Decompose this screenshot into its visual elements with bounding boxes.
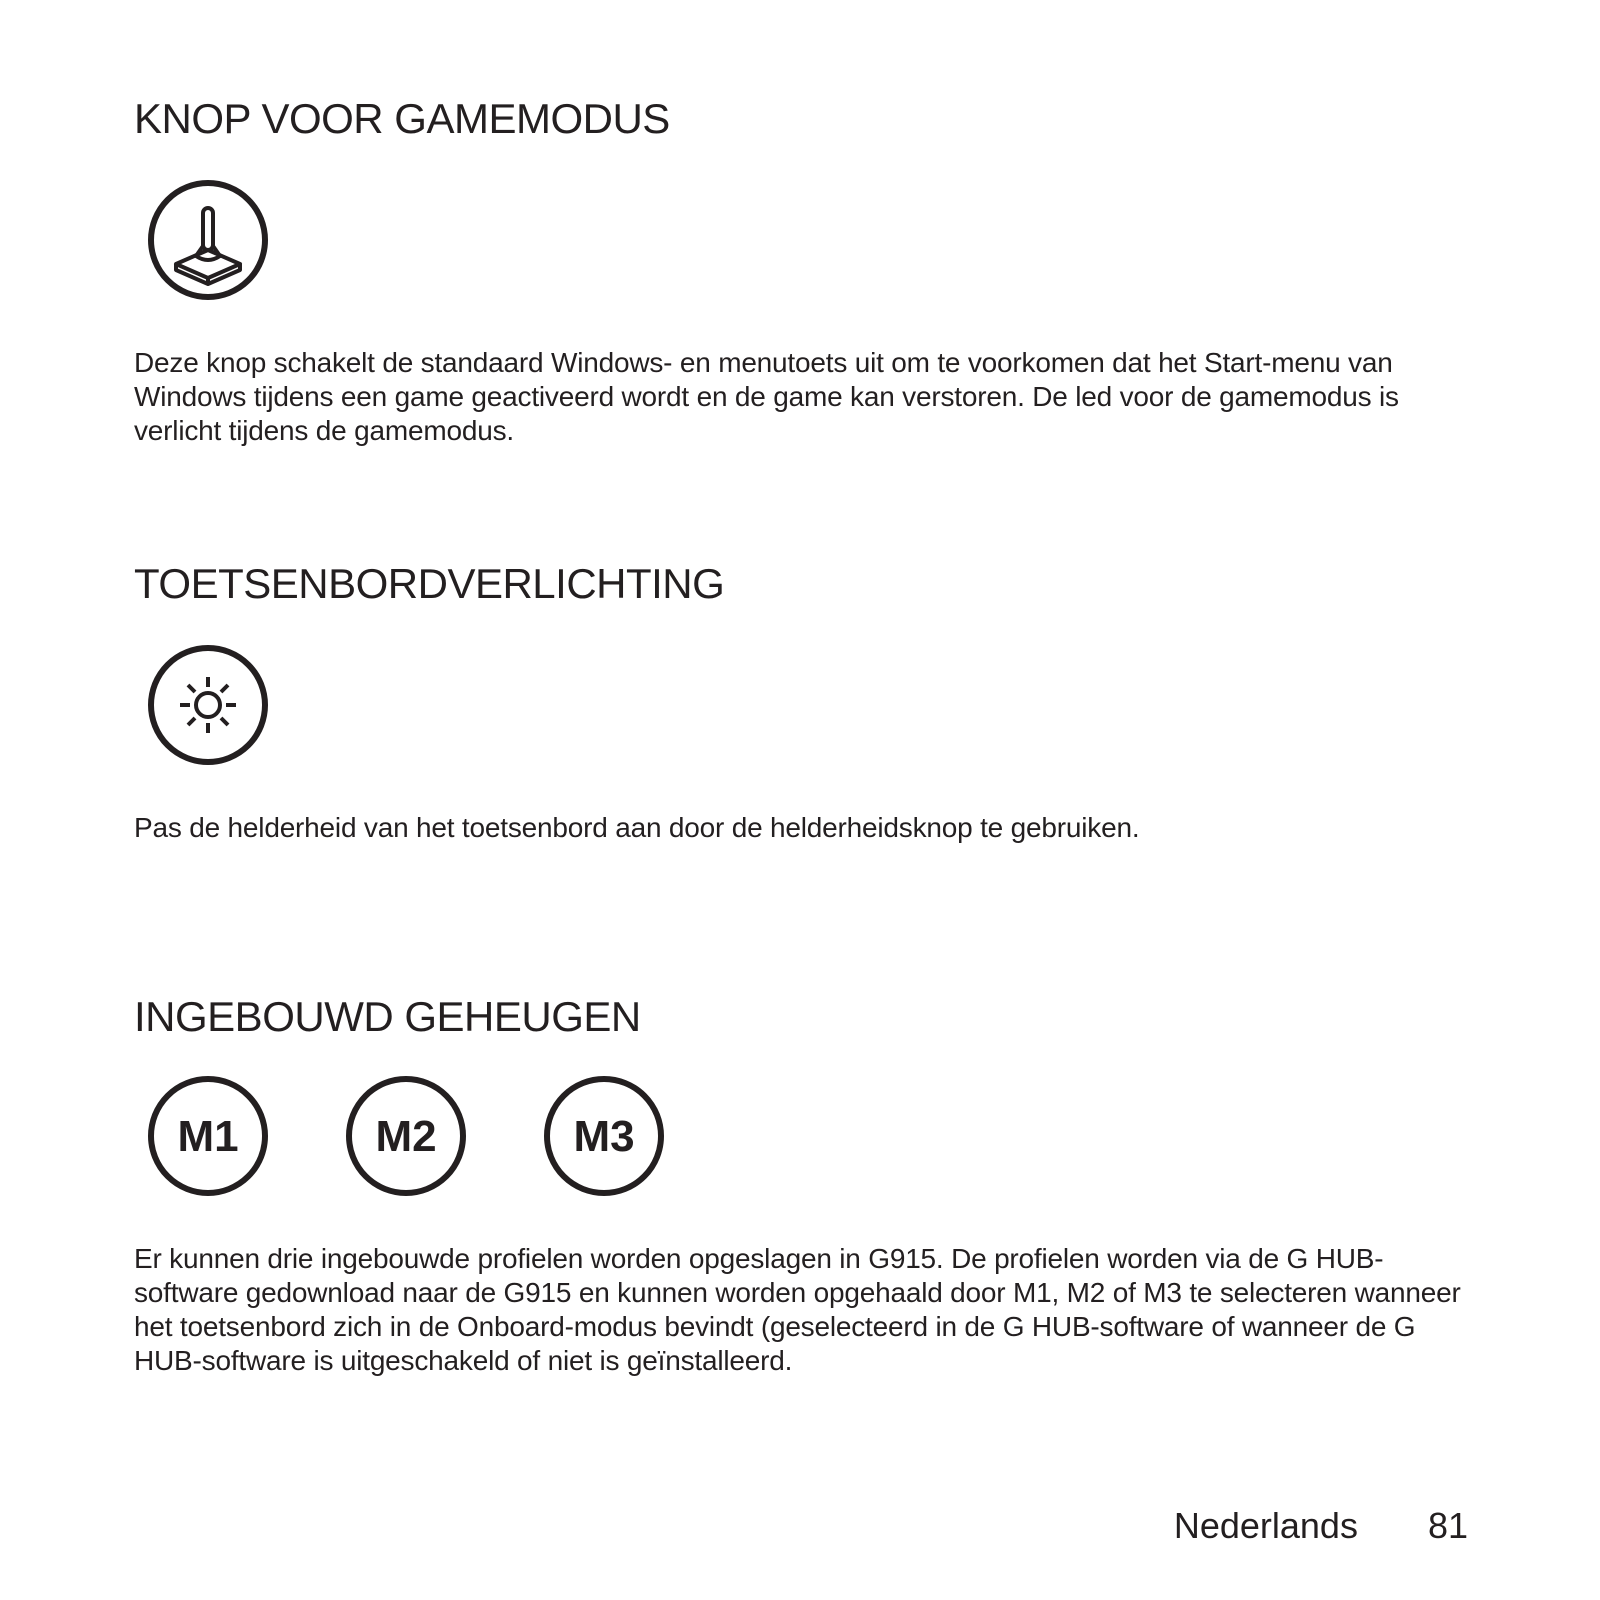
section-heading: INGEBOUWD GEHEUGEN [134, 993, 641, 1040]
page-footer [1173, 1505, 1468, 1546]
section-heading: KNOP VOOR GAMEMODUS [134, 95, 670, 142]
section-game-mode [134, 95, 1494, 448]
m1-label: M1 [177, 1112, 239, 1161]
m2-label: M2 [375, 1112, 437, 1161]
section-paragraph: Pas de helderheid van het toetsenbord aan door de helderheidsknop te gebruiken. [134, 812, 1140, 843]
m2-icon [344, 1074, 468, 1198]
m1-icon [146, 1074, 270, 1198]
section-heading: TOETSENBORDVERLICHTING [134, 560, 725, 607]
page-number: 81 [1427, 1505, 1468, 1546]
section-paragraph: Deze knop schakelt de standaard Windows- en menutoets uit om te voorkomen dat het Start-menu van Windows tijdens een game geactiveerd wordt en de game kan verstoren. De led voor de gamemodus is verlicht tijdens de gamemodus. [134, 347, 1399, 446]
joystick-icon [146, 178, 270, 302]
icon-row [146, 178, 1494, 302]
section-onboard-memory [134, 993, 1494, 1378]
memory-icon-row [146, 1074, 1494, 1198]
icon-row [146, 643, 1494, 767]
footer-language: Nederlands [1173, 1505, 1358, 1546]
brightness-icon [146, 643, 270, 767]
section-keyboard-lighting [134, 560, 1494, 845]
section-paragraph: Er kunnen drie ingebouwde profielen worden opgeslagen in G915. De profielen worden via de G HUB-software gedownload naar de G915 en kunnen worden opgehaald door M1, M2 of M3 te selecteren wanneer het toetsenbord zich in de Onboard-modus bevindt (geselecteerd in de G HUB-software of wanneer de G HUB-software is uitgeschakeld of niet is geïnstalleerd. [134, 1243, 1461, 1376]
m3-label: M3 [573, 1112, 635, 1161]
m3-icon [542, 1074, 666, 1198]
